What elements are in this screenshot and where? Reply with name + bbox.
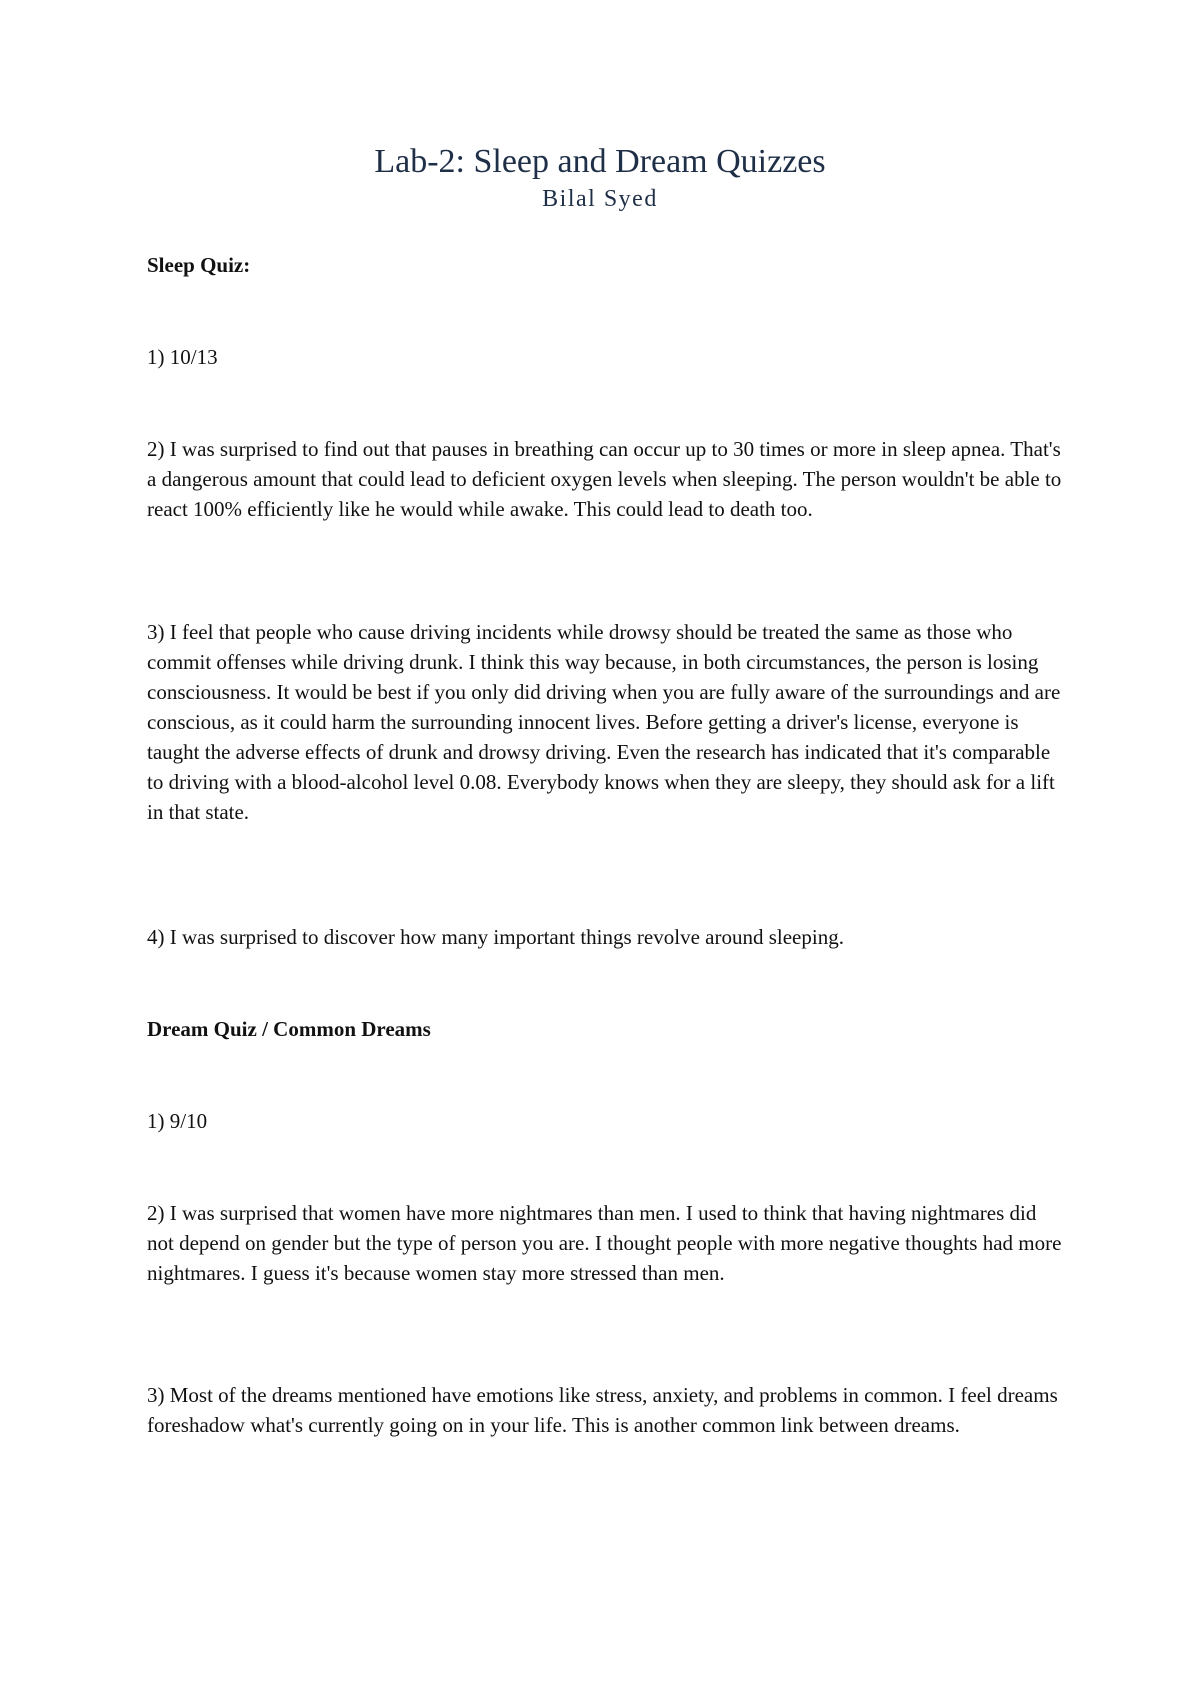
dream-quiz-answer-1: 1) 9/10	[147, 1109, 208, 1133]
sleep-quiz-answer-4: 4) I was surprised to discover how many important things revolve around sleeping.	[147, 925, 844, 949]
sleep-quiz-heading: Sleep Quiz:	[147, 253, 251, 277]
sleep-quiz-answer-2: 2) I was surprised to find out that pauses in breathing can occur up to 30 times or more in sleep apnea. That's a dangerous amount that could lead to deficient oxygen levels when sleeping. The person wouldn't be able to react 100% efficiently like he would while awake. This could lead to death too.	[147, 437, 1062, 521]
sleep-quiz-answer-3: 3) I feel that people who cause driving incidents while drowsy should be treated the same as those who commit offenses while driving drunk. I think this way because, in both circumstances, the person is losing consciousness. It would be best if you only did driving when you are fully aware of the surroundings and are conscious, as it could harm the surrounding innocent lives. Before getting a driver's license, everyone is taught the adverse effects of drunk and drowsy driving. Even the research has indicated that it's comparable to driving with a blood-alcohol level 0.08. Everybody knows when they are sleepy, they should ask for a lift in that state.	[147, 620, 1061, 824]
dream-quiz-heading: Dream Quiz / Common Dreams	[147, 1017, 431, 1041]
document-author: Bilal Syed	[542, 186, 658, 212]
dream-quiz-answer-2: 2) I was surprised that women have more nightmares than men. I used to think that having nightmares did not depend on gender but the type of person you are. I thought people with more negative thoughts had more nightmares. I guess it's because women stay more stressed than men.	[147, 1201, 1062, 1285]
dream-quiz-answer-3: 3) Most of the dreams mentioned have emotions like stress, anxiety, and problems in common. I feel dreams foreshadow what's currently going on in your life. This is another common link between dreams.	[147, 1383, 1058, 1437]
sleep-quiz-answer-1: 1) 10/13	[147, 345, 218, 369]
document-title: Lab-2: Sleep and Dream Quizzes	[374, 143, 826, 180]
